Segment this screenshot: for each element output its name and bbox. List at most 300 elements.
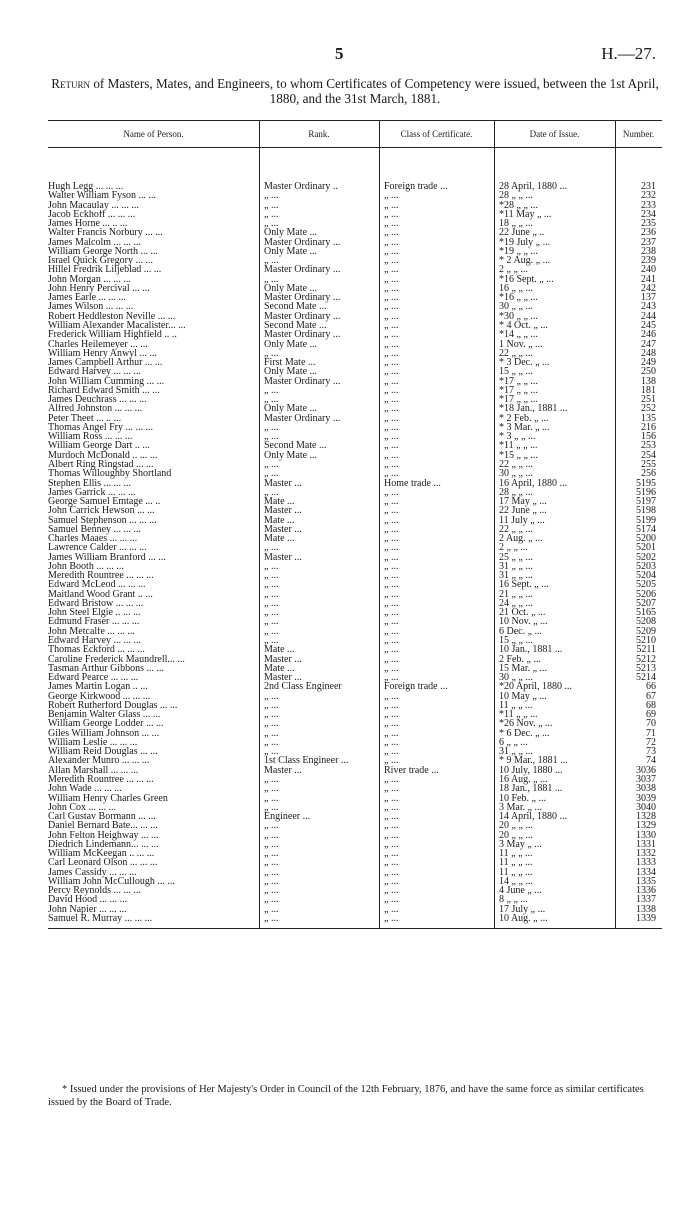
table-row — [48, 395, 662, 404]
number-cell: 5165 — [636, 608, 656, 619]
class-cell: „ ... — [384, 571, 399, 582]
rank-cell: Master ... — [264, 765, 302, 776]
name-cell: Thomas Angel Fry ... ... ... — [48, 422, 153, 433]
class-cell: Home trade ... — [384, 478, 441, 489]
rank-cell: „ ... — [264, 700, 279, 711]
table-row — [48, 460, 662, 469]
number-cell: 3037 — [636, 775, 656, 785]
rank-cell: „ ... — [264, 219, 279, 230]
rank-cell: „ ... — [264, 913, 279, 924]
number-cell: 237 — [641, 237, 656, 248]
rank-cell: „ ... — [264, 459, 279, 470]
date-cell: 18 „ „ ... — [499, 219, 533, 230]
name-cell: Albert Ring Ringstad ... ... — [48, 459, 154, 470]
table-row — [48, 293, 662, 302]
table-row — [48, 247, 662, 256]
table-header — [48, 121, 662, 148]
table-row — [48, 432, 662, 441]
date-cell: 6 „ „ ... — [499, 737, 528, 748]
rank-cell: Mate ... — [264, 663, 295, 674]
number-cell: 240 — [641, 265, 656, 276]
name-cell: Jacob Eckhoff ... ... ... — [48, 209, 136, 220]
table-body — [48, 148, 662, 928]
class-cell: „ ... — [384, 256, 399, 267]
name-cell: William George North ... ... — [48, 246, 158, 257]
table-row — [48, 784, 662, 793]
number-cell: 5211 — [636, 645, 656, 656]
class-cell: „ ... — [384, 645, 399, 656]
rank-cell: Second Mate ... — [264, 302, 327, 313]
rank-cell: „ ... — [264, 626, 279, 637]
name-cell: Diedrich Lindemann... ... ... — [48, 839, 159, 850]
name-cell: Edward Harvey ... ... ... — [48, 367, 142, 378]
date-cell: 17 May „ ... — [499, 497, 547, 508]
class-cell: „ ... — [384, 654, 399, 665]
class-cell: „ ... — [384, 673, 399, 684]
name-cell: Giles William Johnson ... ... — [48, 728, 160, 739]
rank-cell: Master ... — [264, 506, 302, 517]
rank-cell: „ ... — [264, 543, 279, 554]
date-cell: *28 „ „ ... — [499, 200, 538, 211]
header-name: Name of Person. — [123, 129, 184, 139]
number-cell: 5203 — [636, 561, 656, 572]
class-cell: „ ... — [384, 700, 399, 711]
date-cell: 2 Aug. „ ... — [499, 534, 543, 545]
name-cell: John Steel Elgie .. ... ... — [48, 608, 141, 619]
name-cell: John Cox ... ... ... — [48, 802, 117, 813]
number-cell: 238 — [641, 246, 656, 257]
class-cell: „ ... — [384, 858, 399, 869]
name-cell: William Henry Charles Green — [48, 793, 168, 804]
table-row — [48, 571, 662, 580]
number-cell: 1333 — [636, 858, 656, 869]
table-row — [48, 451, 662, 460]
header-rank: Rank. — [308, 129, 330, 139]
name-cell: Thomas Willoughby Shortland — [48, 469, 172, 480]
name-cell: Hillel Fredrik Liljeblad ... ... — [48, 265, 162, 276]
rank-cell: „ ... — [264, 561, 279, 572]
table-row — [48, 840, 662, 849]
date-cell: 8 „ „ ... — [499, 895, 528, 906]
number-cell: 71 — [646, 728, 656, 739]
number-cell: 1332 — [636, 849, 656, 860]
date-cell: *17 „ „ ... — [499, 385, 538, 396]
date-cell: *17 „ „ ... — [499, 395, 538, 406]
class-cell: „ ... — [384, 561, 399, 572]
page-title — [48, 76, 662, 106]
name-cell: Richard Edward Smith ... ... — [48, 385, 160, 396]
table-row — [48, 821, 662, 830]
number-cell: 5196 — [636, 487, 656, 498]
date-cell: 2 „ „ ... — [499, 543, 528, 554]
number-cell: 246 — [641, 330, 656, 341]
rank-cell: Master Ordinary .. — [264, 182, 338, 192]
class-cell: „ ... — [384, 756, 399, 767]
certificates-table — [48, 120, 662, 929]
table-row — [48, 441, 662, 450]
class-cell: Foreign trade ... — [384, 182, 448, 192]
class-cell: „ ... — [384, 432, 399, 443]
class-cell: „ ... — [384, 228, 399, 239]
class-cell: „ ... — [384, 728, 399, 739]
rank-cell: Only Mate ... — [264, 367, 318, 378]
class-cell: „ ... — [384, 441, 399, 452]
table-row — [48, 580, 662, 589]
header-date: Date of Issue. — [529, 129, 580, 139]
table-row — [48, 895, 662, 904]
number-cell: 135 — [641, 413, 656, 424]
class-cell: „ ... — [384, 747, 399, 758]
date-cell: 4 June „ ... — [499, 886, 542, 897]
number-cell: 249 — [641, 358, 656, 369]
name-cell: James Cassidy ... ... ... — [48, 867, 137, 878]
number-cell: 1331 — [636, 839, 656, 850]
rank-cell: „ ... — [264, 256, 279, 267]
rank-cell: „ ... — [264, 821, 279, 832]
number-cell: 5204 — [636, 571, 656, 582]
number-cell: 235 — [641, 219, 656, 230]
rank-cell: „ ... — [264, 895, 279, 906]
rank-cell: 2nd Class Engineer — [264, 682, 342, 693]
name-cell: John William Cumming ... ... — [48, 376, 165, 387]
rank-cell: Master ... — [264, 478, 302, 489]
table-row — [48, 265, 662, 274]
class-cell: „ ... — [384, 200, 399, 211]
class-cell: „ ... — [384, 515, 399, 526]
rank-cell: Master ... — [264, 552, 302, 563]
table-row — [48, 682, 662, 691]
date-cell: 11 „ „ ... — [499, 858, 533, 869]
date-cell: * 2 Feb. „ ... — [499, 413, 549, 424]
date-cell: 14 „ „ ... — [499, 876, 533, 887]
date-cell: 20 „ „ ... — [499, 821, 533, 832]
number-cell: 232 — [641, 191, 656, 202]
table-row — [48, 516, 662, 525]
name-cell: Murdoch McDonald .. ... ... — [48, 450, 158, 461]
class-cell: „ ... — [384, 506, 399, 517]
name-cell: Meredith Rountree ... ... ... — [48, 775, 154, 785]
class-cell: „ ... — [384, 330, 399, 341]
class-cell: „ ... — [384, 849, 399, 860]
table-row — [48, 719, 662, 728]
class-cell: „ ... — [384, 821, 399, 832]
class-cell: „ ... — [384, 320, 399, 331]
number-cell: 5197 — [636, 497, 656, 508]
rank-cell: „ ... — [264, 395, 279, 406]
header-number: Number. — [622, 129, 655, 139]
class-cell: „ ... — [384, 543, 399, 554]
name-cell: Stephen Ellis ... ... ... — [48, 478, 132, 489]
date-cell: *16 Sept. „ ... — [499, 274, 554, 285]
number-cell: 1328 — [636, 812, 656, 823]
number-cell: 70 — [646, 719, 656, 730]
name-cell: William McKeegan .. ... ... — [48, 849, 155, 860]
rank-cell: Master ... — [264, 524, 302, 535]
rank-cell: „ ... — [264, 867, 279, 878]
date-cell: 3 May „ ... — [499, 839, 542, 850]
number-cell: 256 — [641, 469, 656, 480]
name-cell: William Ross ... ... ... — [48, 432, 133, 443]
date-cell: *19 „ „ ... — [499, 246, 538, 257]
date-cell: 10 Feb. „ ... — [499, 793, 546, 804]
rank-cell: „ ... — [264, 784, 279, 795]
rank-cell: „ ... — [264, 608, 279, 619]
rank-cell: Master Ordinary ... — [264, 237, 341, 248]
number-cell: 5208 — [636, 617, 656, 628]
rank-cell: Second Mate ... — [264, 441, 327, 452]
class-cell: „ ... — [384, 793, 399, 804]
rank-cell: „ ... — [264, 487, 279, 498]
number-cell: 3040 — [636, 802, 656, 813]
table-row — [48, 701, 662, 710]
class-cell: „ ... — [384, 913, 399, 924]
rank-cell: „ ... — [264, 422, 279, 433]
table-row — [48, 210, 662, 219]
rank-cell: „ ... — [264, 830, 279, 841]
name-cell: James Wilson ... ... ... — [48, 302, 134, 313]
title-lead: Return — [51, 76, 91, 91]
date-cell: * 2 Aug. „ ... — [499, 256, 551, 267]
table-row — [48, 803, 662, 812]
rank-cell: „ ... — [264, 200, 279, 211]
class-cell: „ ... — [384, 459, 399, 470]
name-cell: William Leslie ... ... ... — [48, 737, 138, 748]
table-row — [48, 729, 662, 738]
name-cell: James Earle ... ... ... — [48, 293, 127, 304]
name-cell: Edward McLeod ... ... ... — [48, 580, 146, 591]
class-cell: „ ... — [384, 552, 399, 563]
class-cell: „ ... — [384, 737, 399, 748]
class-cell: „ ... — [384, 617, 399, 628]
document-reference: H.—27. — [601, 44, 656, 63]
table-row — [48, 228, 662, 237]
number-cell: 5213 — [636, 663, 656, 674]
rank-cell: „ ... — [264, 719, 279, 730]
name-cell: Peter Theet ... .. ... — [48, 413, 122, 424]
date-cell: 11 July „ ... — [499, 515, 545, 526]
date-cell: 22 June „ .. — [499, 228, 545, 239]
number-cell: 156 — [641, 432, 656, 443]
rank-cell: Mate ... — [264, 515, 295, 526]
table-row — [48, 849, 662, 858]
name-cell: Thomas Eckford ... ... ... — [48, 645, 145, 656]
number-cell: 1335 — [636, 876, 656, 887]
date-cell: 3 Mar. „ ... — [499, 802, 543, 813]
rank-cell: Master ... — [264, 654, 302, 665]
date-cell: 11 „ „ ... — [499, 700, 533, 711]
number-cell: 254 — [641, 450, 656, 461]
date-cell: 1 Nov. „ ... — [499, 339, 543, 350]
number-cell: 1329 — [636, 821, 656, 832]
class-cell: „ ... — [384, 710, 399, 721]
name-cell: Edward Harvey ... ... ... — [48, 636, 142, 647]
class-cell: „ ... — [384, 246, 399, 257]
rank-cell: „ ... — [264, 710, 279, 721]
number-cell: 1330 — [636, 830, 656, 841]
date-cell: *16 „ „ ... — [499, 293, 538, 304]
date-cell: *14 „ „ ... — [499, 330, 538, 341]
date-cell: 10 Nov. „ ... — [499, 617, 548, 628]
date-cell: * 4 Oct. „ ... — [499, 320, 548, 331]
date-cell: *15 „ „ ... — [499, 450, 538, 461]
class-cell: „ ... — [384, 497, 399, 508]
number-cell: 5198 — [636, 506, 656, 517]
number-cell: 244 — [641, 311, 656, 322]
name-cell: William Henry Anwyl ... ... — [48, 348, 158, 359]
table-row — [48, 284, 662, 293]
class-cell: „ ... — [384, 358, 399, 369]
table-row — [48, 534, 662, 543]
rank-cell: „ ... — [264, 747, 279, 758]
name-cell: Walter Francis Norbury ... ... — [48, 228, 163, 239]
rank-cell: „ ... — [264, 775, 279, 785]
table-row — [48, 831, 662, 840]
table-row — [48, 608, 662, 617]
number-cell: 234 — [641, 209, 656, 220]
date-cell: 15 Mar. „ ... — [499, 663, 548, 674]
rank-cell: Only Mate ... — [264, 339, 318, 350]
class-cell: „ ... — [384, 283, 399, 294]
rank-cell: „ ... — [264, 728, 279, 739]
name-cell: Israel Quick Gregory ... ... — [48, 256, 153, 267]
name-cell: James Campbell Arthur ... ... — [48, 358, 163, 369]
rank-cell: Master Ordinary ... — [264, 293, 341, 304]
rank-cell: Second Mate ... — [264, 320, 327, 331]
date-cell: *30 „ „ ... — [499, 311, 538, 322]
date-cell: *19 July „ ... — [499, 237, 551, 248]
class-cell: „ ... — [384, 589, 399, 600]
rank-cell: „ ... — [264, 385, 279, 396]
name-cell: John Morgan ... ... ... — [48, 274, 131, 285]
name-cell: Samuel R. Murray ... ... ... — [48, 913, 153, 924]
name-cell: Edward Pearce ... ... ... — [48, 673, 139, 684]
table-row — [48, 201, 662, 210]
number-cell: 252 — [641, 404, 656, 415]
table-row — [48, 340, 662, 349]
name-cell: Alfred Johnston ... ... ... — [48, 404, 143, 415]
rank-cell: Master Ordinary ... — [264, 265, 341, 276]
number-cell: 5209 — [636, 626, 656, 637]
table-row — [48, 479, 662, 488]
name-cell: John Napier ... ... ... — [48, 904, 127, 915]
name-cell: Maitland Wood Grant .. ... — [48, 589, 153, 600]
date-cell: * 6 Dec. „ ... — [499, 728, 550, 739]
date-cell: 14 April, 1880 ... — [499, 812, 568, 823]
table-row — [48, 497, 662, 506]
footnote: * Issued under the provisions of Her Majesty's Order in Council of the 12th February, 1876, and have the same force as similar certificates issued by the Board of Trade. — [48, 1084, 644, 1108]
rank-cell: „ ... — [264, 274, 279, 285]
number-cell: 255 — [641, 459, 656, 470]
name-cell: Robert Heddleston Neville ... ... — [48, 311, 176, 322]
class-cell: „ ... — [384, 191, 399, 202]
class-cell: „ ... — [384, 422, 399, 433]
class-cell: „ ... — [384, 812, 399, 823]
table-row — [48, 525, 662, 534]
date-cell: * 3 Dec. „ ... — [499, 358, 550, 369]
number-cell: 5199 — [636, 515, 656, 526]
table-row — [48, 219, 662, 228]
rank-cell: Only Mate ... — [264, 246, 318, 257]
number-cell: 245 — [641, 320, 656, 331]
class-cell: „ ... — [384, 311, 399, 322]
table-row — [48, 794, 662, 803]
rank-cell: „ ... — [264, 348, 279, 359]
name-cell: Alexander Munro ... ... ... — [48, 756, 150, 767]
number-cell: 1334 — [636, 867, 656, 878]
table-row — [48, 747, 662, 756]
number-cell: 1337 — [636, 895, 656, 906]
date-cell: 2 „ „ ... — [499, 265, 528, 276]
name-cell: Carl Leonard Olson ... ... ... — [48, 858, 158, 869]
number-cell: 5200 — [636, 534, 656, 545]
class-cell: „ ... — [384, 830, 399, 841]
date-cell: 31 „ „ ... — [499, 747, 533, 758]
class-cell: „ ... — [384, 487, 399, 498]
table-row — [48, 404, 662, 413]
number-cell: 72 — [646, 737, 656, 748]
rank-cell: Only Mate ... — [264, 228, 318, 239]
class-cell: „ ... — [384, 274, 399, 285]
name-cell: John Carrick Hewson ... ... — [48, 506, 155, 517]
name-cell: William Alexander Macalister... ... — [48, 320, 186, 331]
name-cell: Frederick William Highfield .. .. — [48, 330, 177, 341]
number-cell: 239 — [641, 256, 656, 267]
date-cell: 22 „ „ ... — [499, 524, 533, 535]
number-cell: 68 — [646, 700, 656, 711]
number-cell: 242 — [641, 283, 656, 294]
class-cell: „ ... — [384, 385, 399, 396]
rank-cell: „ ... — [264, 636, 279, 647]
class-cell: „ ... — [384, 302, 399, 313]
table-row — [48, 914, 662, 923]
table-row — [48, 238, 662, 247]
table-row — [48, 812, 662, 821]
table-row — [48, 312, 662, 321]
table-row — [48, 553, 662, 562]
table-row — [48, 775, 662, 784]
class-cell: „ ... — [384, 524, 399, 535]
rank-cell: „ ... — [264, 469, 279, 480]
name-cell: John Macaulay ... ... ... — [48, 200, 139, 211]
number-cell: 5210 — [636, 636, 656, 647]
name-cell: Lawrence Calder ... ... ... — [48, 543, 147, 554]
rank-cell: „ ... — [264, 793, 279, 804]
date-cell: 30 „ „ ... — [499, 673, 533, 684]
rank-cell: Only Mate ... — [264, 283, 318, 294]
date-cell: 10 July, 1880 ... — [499, 765, 563, 776]
class-cell: „ ... — [384, 534, 399, 545]
table-row — [48, 868, 662, 877]
class-cell: „ ... — [384, 348, 399, 359]
date-cell: 30 „ „ ... — [499, 302, 533, 313]
class-cell: „ ... — [384, 636, 399, 647]
number-cell: 5212 — [636, 654, 656, 665]
table-row — [48, 423, 662, 432]
rank-cell: First Mate ... — [264, 358, 316, 369]
name-cell: James Deuchrass ... ... ... — [48, 395, 147, 406]
name-cell: Percy Reynolds ... ... ... — [48, 886, 142, 897]
table-row — [48, 766, 662, 775]
rank-cell: „ ... — [264, 737, 279, 748]
date-cell: 17 July „ ... — [499, 904, 546, 915]
date-cell: 28 „ „ ... — [499, 191, 533, 202]
class-cell: „ ... — [384, 784, 399, 795]
rank-cell: „ ... — [264, 598, 279, 609]
name-cell: Charles Maaes ... ... ... — [48, 534, 138, 545]
date-cell: 16 April, 1880 ... — [499, 478, 568, 489]
rank-cell: „ ... — [264, 589, 279, 600]
table-row — [48, 191, 662, 200]
